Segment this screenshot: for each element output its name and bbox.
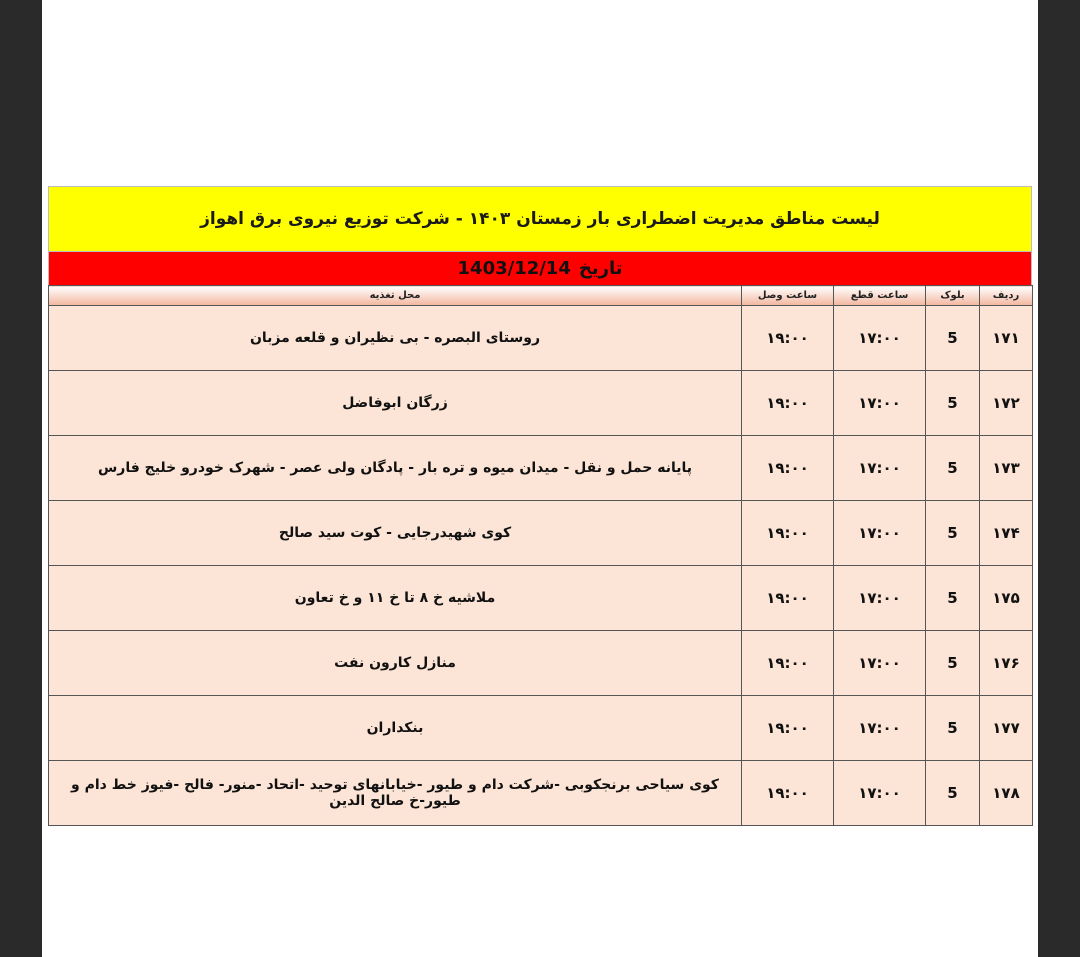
- block-cell: 5: [926, 696, 980, 761]
- reconnect-time-cell: ۱۹:۰۰: [742, 501, 834, 566]
- reconnect-time-cell: ۱۹:۰۰: [742, 761, 834, 826]
- cut-time-cell: ۱۷:۰۰: [834, 761, 926, 826]
- cut-time-cell: ۱۷:۰۰: [834, 631, 926, 696]
- row-number-cell: ۱۷۳: [980, 436, 1033, 501]
- location-cell: کوی شهیدرجایی - کوت سید صالح: [49, 501, 742, 566]
- row-number-cell: ۱۷۷: [980, 696, 1033, 761]
- location-cell: منازل کارون نفت: [49, 631, 742, 696]
- cut-time-cell: ۱۷:۰۰: [834, 566, 926, 631]
- reconnect-time-cell: ۱۹:۰۰: [742, 696, 834, 761]
- block-cell: 5: [926, 631, 980, 696]
- table-row: [49, 761, 1033, 826]
- col-header-row: ردیف: [980, 286, 1033, 306]
- date-value: 1403/12/14: [457, 258, 571, 279]
- location-cell: ملاشیه خ ۸ تا خ ۱۱ و خ تعاون: [49, 566, 742, 631]
- col-header-reconnect-time: ساعت وصل: [742, 286, 834, 306]
- row-number-cell: ۱۷۵: [980, 566, 1033, 631]
- outage-schedule-table: [48, 186, 1032, 826]
- location-cell: روستای البصره - بی نظیران و قلعه مزبان: [49, 306, 742, 371]
- document-title: [48, 186, 1032, 252]
- table-row: [49, 371, 1033, 436]
- date-label: تاریخ: [578, 258, 623, 279]
- row-number-cell: ۱۷۱: [980, 306, 1033, 371]
- location-cell: کوی سیاحی برنجکوبی -شرکت دام و طیور -خیابانهای توحید -اتحاد -منور- فالح -فیوز خط دام و طیور-خ صالح الدین: [49, 761, 742, 826]
- date-bar: [48, 252, 1032, 285]
- reconnect-time-cell: ۱۹:۰۰: [742, 631, 834, 696]
- title-text: لیست مناطق مدیریت اضطراری بار زمستان ۱۴۰۳ - شرکت توزیع نیروی برق اهواز: [200, 209, 880, 229]
- cut-time-cell: ۱۷:۰۰: [834, 696, 926, 761]
- table-row: [49, 631, 1033, 696]
- block-cell: 5: [926, 566, 980, 631]
- table-row: [49, 566, 1033, 631]
- block-cell: 5: [926, 436, 980, 501]
- header-row: [49, 286, 1033, 306]
- cut-time-cell: ۱۷:۰۰: [834, 436, 926, 501]
- block-cell: 5: [926, 761, 980, 826]
- row-number-cell: ۱۷۶: [980, 631, 1033, 696]
- table-row: [49, 696, 1033, 761]
- cut-time-cell: ۱۷:۰۰: [834, 306, 926, 371]
- cut-time-cell: ۱۷:۰۰: [834, 501, 926, 566]
- reconnect-time-cell: ۱۹:۰۰: [742, 436, 834, 501]
- row-number-cell: ۱۷۲: [980, 371, 1033, 436]
- row-number-cell: ۱۷۸: [980, 761, 1033, 826]
- reconnect-time-cell: ۱۹:۰۰: [742, 371, 834, 436]
- block-cell: 5: [926, 371, 980, 436]
- location-cell: زرگان ابوفاضل: [49, 371, 742, 436]
- schedule-grid: [48, 285, 1033, 826]
- block-cell: 5: [926, 501, 980, 566]
- col-header-location: محل تغذیه: [49, 286, 742, 306]
- location-cell: پایانه حمل و نقل - میدان میوه و تره بار - پادگان ولی عصر - شهرک خودرو خلیج فارس: [49, 436, 742, 501]
- table-row: [49, 436, 1033, 501]
- row-number-cell: ۱۷۴: [980, 501, 1033, 566]
- block-cell: 5: [926, 306, 980, 371]
- col-header-block: بلوک: [926, 286, 980, 306]
- location-cell: بنکداران: [49, 696, 742, 761]
- reconnect-time-cell: ۱۹:۰۰: [742, 566, 834, 631]
- col-header-cut-time: ساعت قطع: [834, 286, 926, 306]
- cut-time-cell: ۱۷:۰۰: [834, 371, 926, 436]
- table-row: [49, 306, 1033, 371]
- reconnect-time-cell: ۱۹:۰۰: [742, 306, 834, 371]
- table-row: [49, 501, 1033, 566]
